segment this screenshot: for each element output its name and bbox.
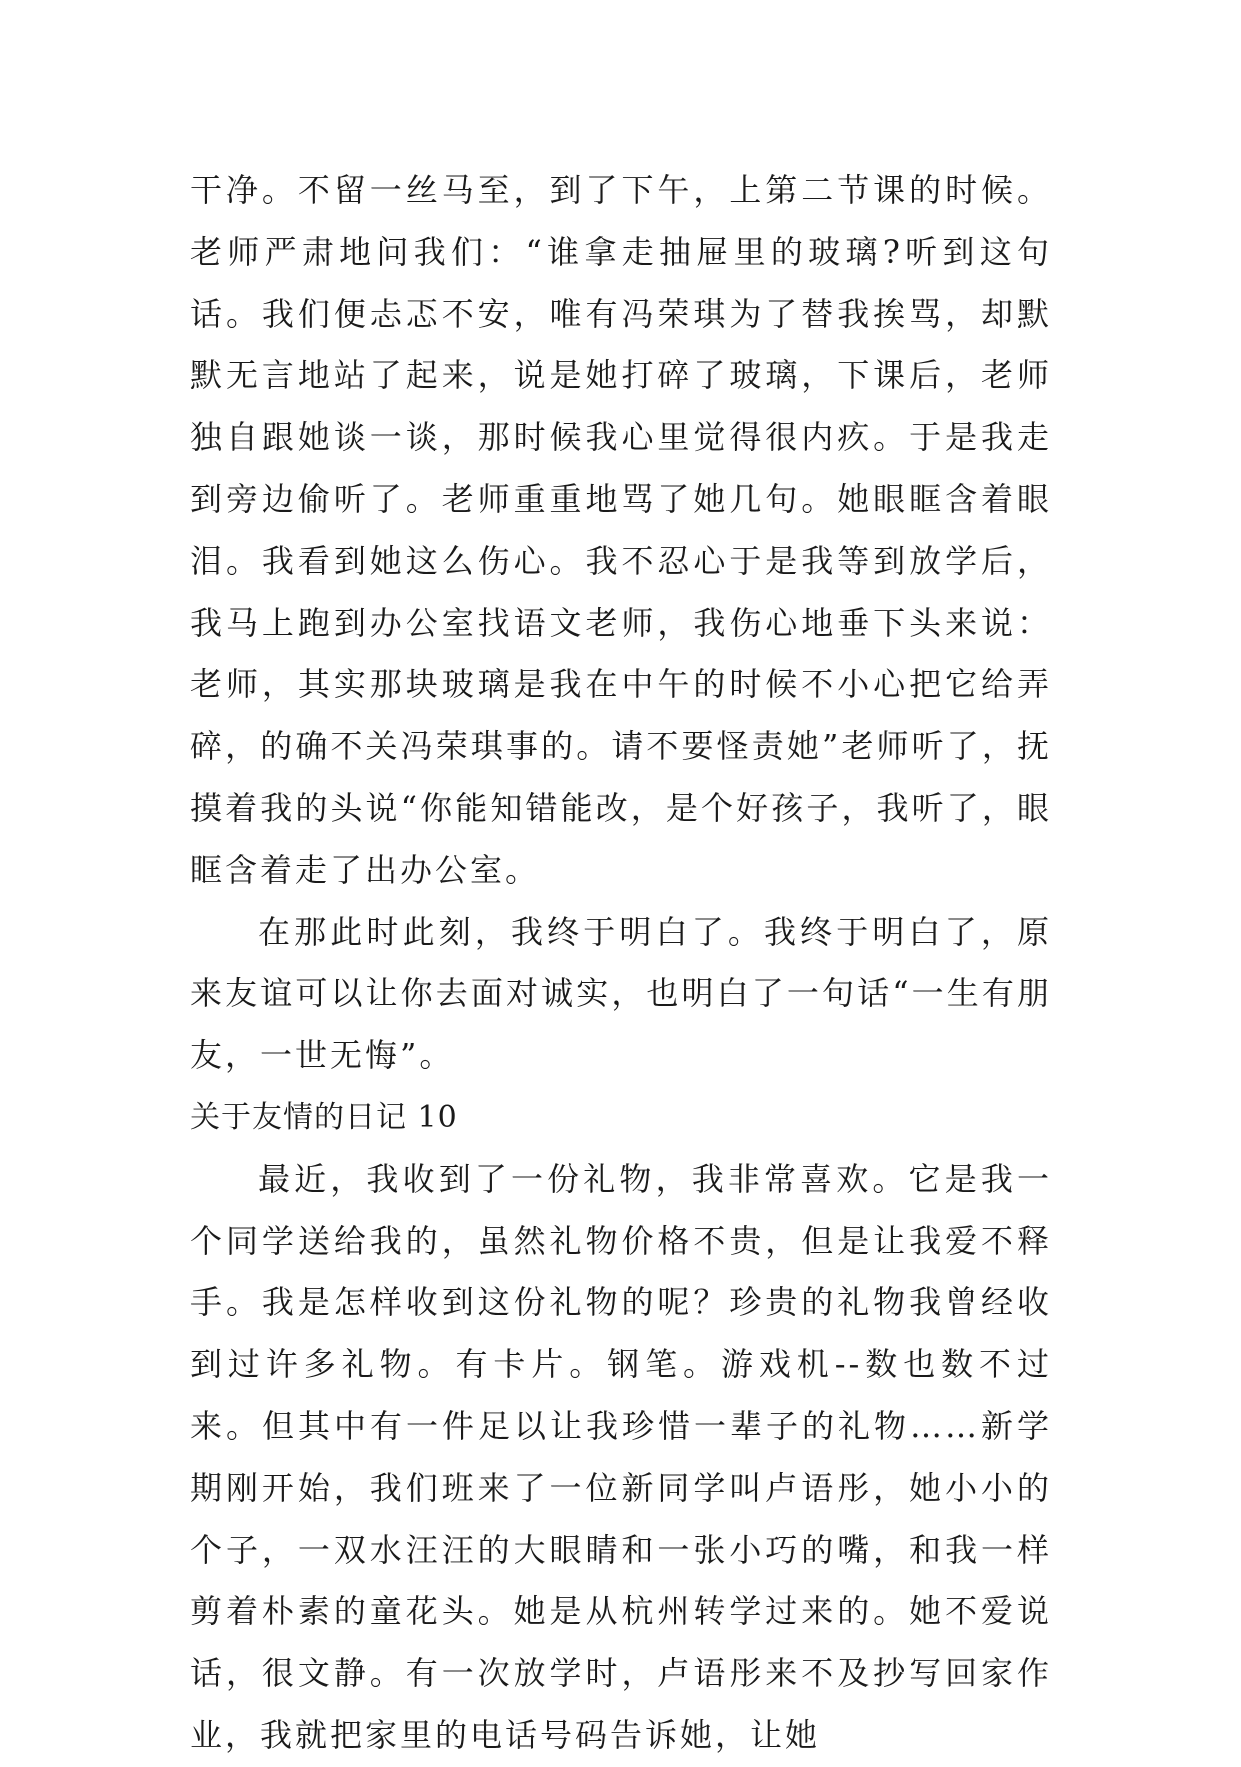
paragraph-continued: 干净。不留一丝马至，到了下午，上第二节课的时候。老师严肃地问我们：“谁拿走抽屉里的玻璃?听到这句话。我们便忐忑不安，唯有冯荣琪为了替我挨骂，却默默无言地站了起来，说是她打碎了玻璃，下课后，老师独自跟她谈一谈，那时候我心里觉得很内疚。于是我走到旁边偷听了。老师重重地骂了她几句。她眼眶含着眼泪。我看到她这么伤心。我不忍心于是我等到放学后，我马上跑到办公室找语文老师，我伤心地垂下头来说：老师，其实那块玻璃是我在中午的时候不小心把它给弄碎，的确不关冯荣琪事的。请不要怪责她”老师听了，抚摸着我的头说“你能知错能改，是个好孩子，我听了，眼眶含着走了出办公室。 <box>190 171 1052 889</box>
section-heading: 关于友情的日记 10 <box>190 1099 458 1135</box>
paragraph-new-entry: 最近，我收到了一份礼物，我非常喜欢。它是我一个同学送给我的，虽然礼物价格不贵，但是让我爱不释手。我是怎样收到这份礼物的呢？珍贵的礼物我曾经收到过许多礼物。有卡片。钢笔。游戏机--数也数不过来。但其中有一件足以让我珍惜一辈子的礼物……新学期刚开始，我们班来了一位新同学叫卢语彤，她小小的个子，一双水汪汪的大眼睛和一张小巧的嘴，和我一样剪着朴素的童花头。她是从杭州转学过来的。她不爱说话，很文静。有一次放学时，卢语彤来不及抄写回家作业，我就把家里的电话号码告诉她，让她 <box>190 1159 1052 1754</box>
paragraph-conclusion: 在那此时此刻，我终于明白了。我终于明白了，原来友谊可以让你去面对诚实，也明白了一句话“一生有朋友，一世无悔”。 <box>190 912 1052 1075</box>
document-body <box>190 160 1052 1767</box>
